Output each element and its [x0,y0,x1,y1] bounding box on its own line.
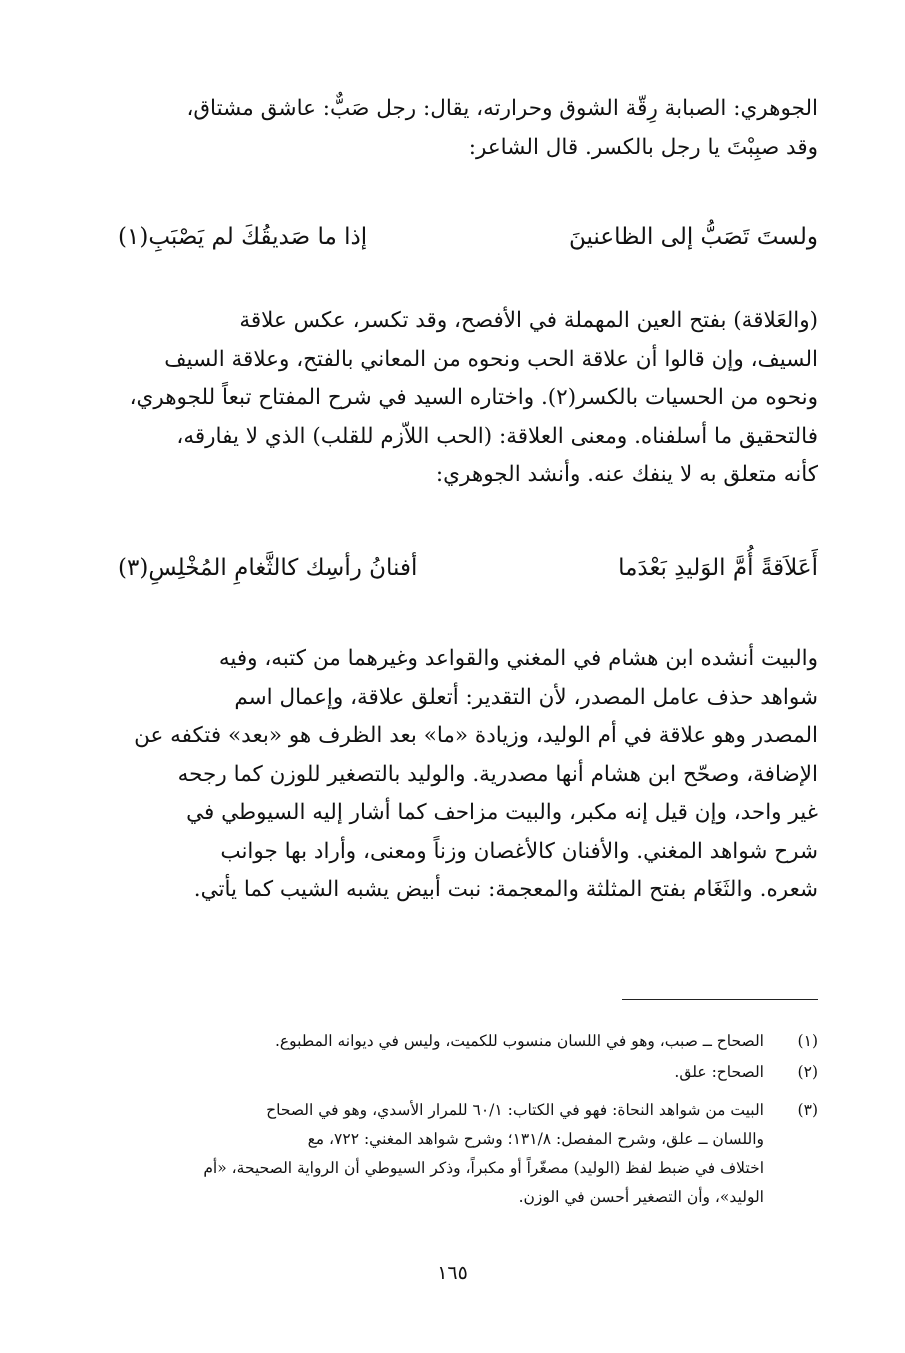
footnote-2 [118,1058,818,1087]
text-line: السيف، وإن قالوا أن علاقة الحب ونحوه من المعاني بالفتح، وعلاقة السيف [164,346,818,372]
paragraph-1 [118,90,818,167]
text-line: ونحوه من الحسيات بالكسر(٢). واختاره السيد في شرح المفتاح تبعاً للجوهري، [129,385,818,410]
text-line: كأنه متعلق به لا ينفك عنه. وأنشد الجوهري: [435,462,818,487]
footnote-line: اختلاف في ضبط لفظ (الوليد) مصغّراً أو مكبراً، وذكر السيوطي أن الرواية الصحيحة، «أم [203,1159,764,1177]
text-line: شعره. والثَغَام بفتح المثلثة والمعجمة: نبت أبيض يشبه الشيب كما يأتي. [193,877,818,902]
page-number: ١٦٥ [437,1262,468,1284]
verse-second-hemistich: إذا ما صَديقُكَ لم يَصْبَبِ(١) [118,224,368,250]
footnote-1 [118,1027,818,1056]
paragraph-3 [118,640,818,910]
verse-second-hemistich: أفنانُ رأسِك كالثَّغامِ المُخْلِسِ(٣) [118,555,418,581]
verse-2 [118,555,818,581]
text-line: شرح شواهد المغني. والأفنان كالأغصان وزناً ومعنى، وأراد بها جوانب [220,838,818,864]
paragraph-2 [118,302,818,495]
verse-1 [118,224,818,250]
verse-first-hemistich: أَعَلاَقةً أُمَّ الوَليدِ بَعْدَما [618,555,818,581]
footnote-3 [118,1096,818,1212]
footnote-line: الوليد»، وأن التصغير أحسن في الوزن. [518,1188,764,1206]
footnote-line: واللسان ــ علق، وشرح المفصل: ١٣١/٨؛ وشرح شواهد المغني: ٧٢٢، مع [307,1130,764,1148]
footnote-line: البيت من شواهد النحاة: فهو في الكتاب: ٦٠/١ للمرار الأسدي، وهو في الصحاح [266,1101,764,1119]
text-line: الجوهري: الصبابة رِقّة الشوق وحرارته، يقال: رجل صَبٌّ: عاشق مشتاق، [186,96,818,121]
text-line: شواهد حذف عامل المصدر، لأن التقدير: أتعلق علاقة، وإعمال اسم [234,684,818,710]
text-line: غير واحد، وإن قيل إنه مكبر، والبيت مزاحف كما أشار إليه السيوطي في [186,800,818,825]
footnote-line: الصحاح ــ صبب، وهو في اللسان منسوب للكميت، وليس في ديوانه المطبوع. [274,1032,764,1050]
verse-first-hemistich: ولستَ تَصَبُّ إلى الظاعنينَ [568,224,818,250]
footnote-number: (٣) [797,1101,818,1119]
text-line: الإضافة، وصحّح ابن هشام أنها مصدرية. والوليد بالتصغير للوزن كما رجحه [177,761,818,787]
text-line: المصدر وهو علاقة في أم الوليد، وزيادة «ما» بعد الظرف هو «بعد» فتكفه عن [134,723,818,748]
footnote-separator [622,999,818,1000]
text-line: فالتحقيق ما أسلفناه. ومعنى العلاقة: (الحب اللاّزم للقلب) الذي لا يفارقه، [176,423,818,449]
text-line: والبيت أنشده ابن هشام في المغني والقواعد وغيرهما من كتبه، وفيه [218,646,818,671]
text-line: وقد صبِبْتَ يا رجل بالكسر. قال الشاعر: [468,134,818,160]
text-line: (والعَلاقة) بفتح العين المهملة في الأفصح، وقد تكسر، عكس علاقة [239,308,818,333]
footnote-number: (٢) [797,1063,818,1081]
footnote-number: (١) [797,1032,818,1050]
footnote-line: الصحاح: علق. [674,1063,764,1081]
